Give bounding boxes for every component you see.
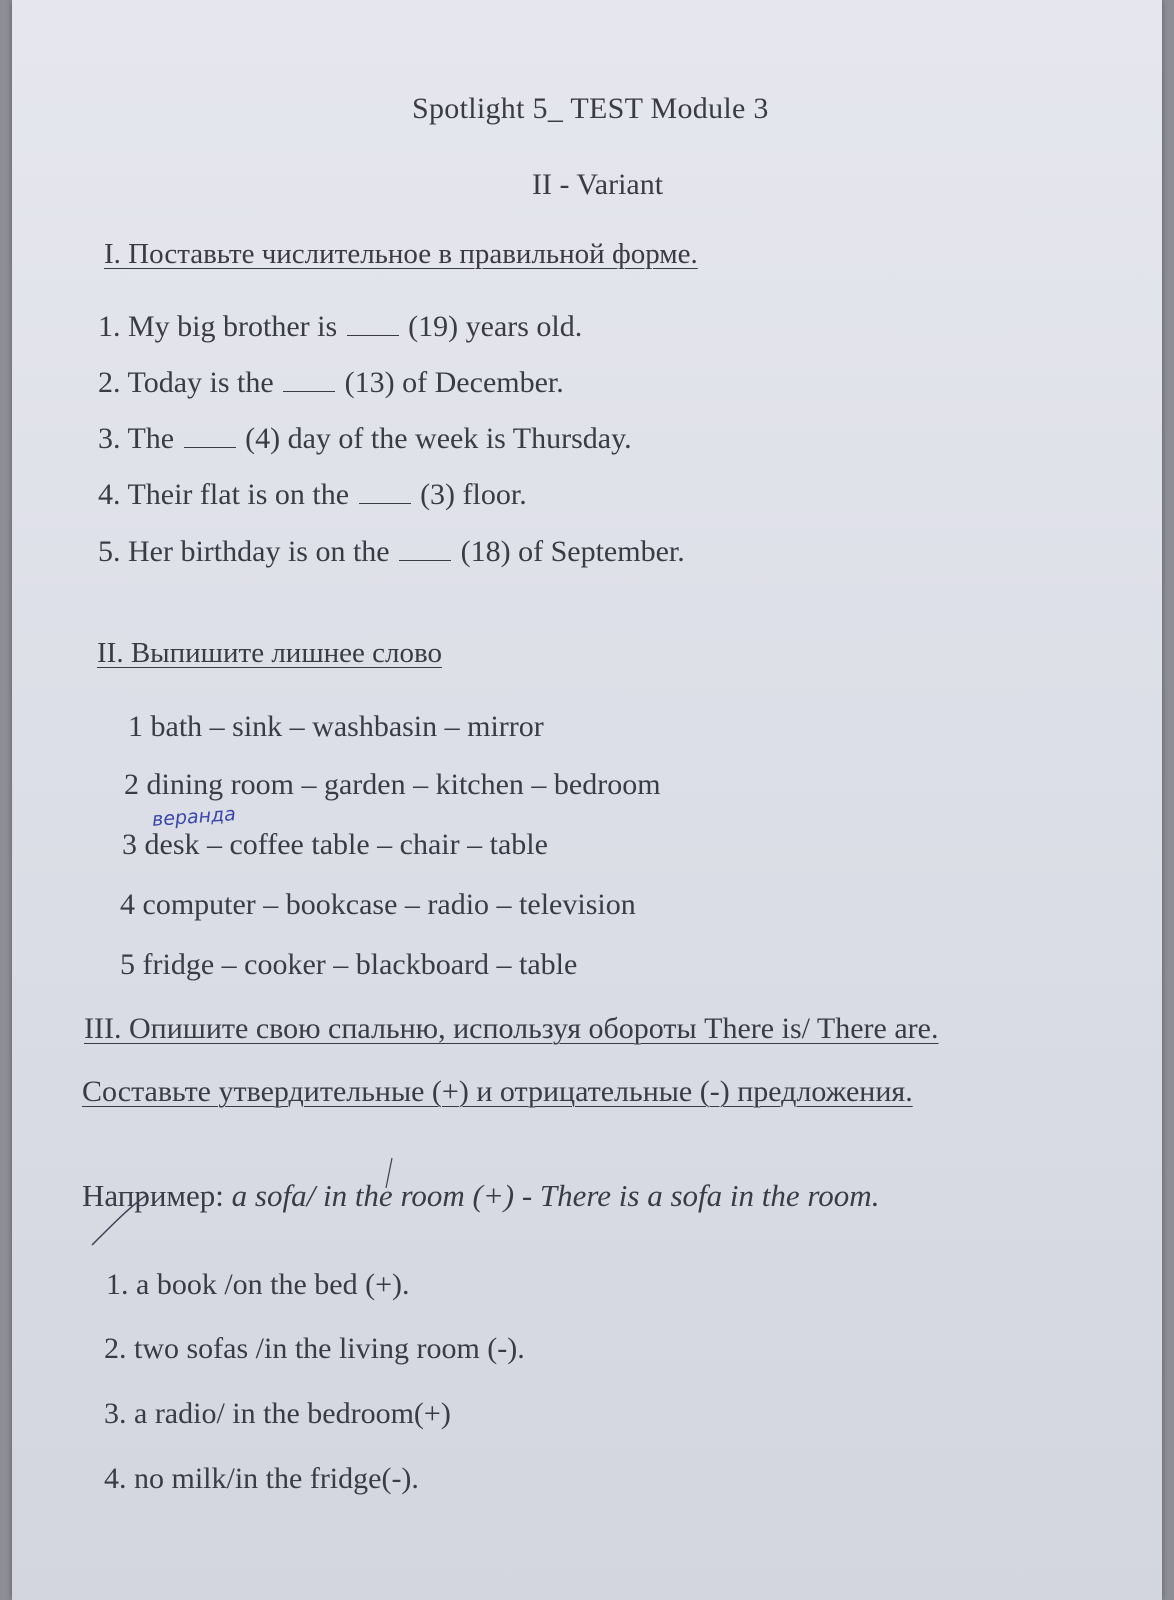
page-title: Spotlight 5_ TEST Module 3 <box>412 92 769 125</box>
item-text-before: 1. My big brother is <box>98 310 338 343</box>
answer-blank <box>399 559 451 561</box>
section1-item <box>98 535 685 569</box>
section1-item <box>98 478 527 512</box>
item-text-before: 2. Today is the <box>98 366 274 399</box>
section3-item: 3. a radio/ in the bedroom(+) <box>104 1397 451 1430</box>
section2-item: 2 dining room – garden – kitchen – bedroom <box>124 768 661 801</box>
example-text: a sofa/ in the room (+) - There is a sofa in the room. <box>231 1178 880 1213</box>
section2-item: 1 bath – sink – washbasin – mirror <box>128 710 544 743</box>
section2-item: 3 desk – coffee table – chair – table <box>122 828 548 861</box>
pen-mark-icon <box>72 1150 432 1260</box>
section1-item <box>98 310 582 344</box>
answer-blank <box>283 390 335 392</box>
section1-item <box>98 366 564 400</box>
worksheet-page <box>12 0 1162 1600</box>
section3-item: 4. no milk/in the fridge(-). <box>104 1462 419 1495</box>
item-text-before: 4. Their flat is on the <box>98 478 350 511</box>
item-text-after: (3) floor. <box>420 478 527 511</box>
item-text-before: 3. The <box>98 422 175 455</box>
answer-blank <box>347 334 399 336</box>
item-text-after: (18) of September. <box>460 535 685 568</box>
handwritten-note: веранда <box>151 803 237 831</box>
section1-heading: I. Поставьте числительное в правильной форме. <box>104 238 698 270</box>
section2-item: 5 fridge – cooker – blackboard – table <box>120 948 578 981</box>
answer-blank <box>184 446 236 448</box>
item-text-after: (19) years old. <box>408 310 583 343</box>
item-text-before: 5. Her birthday is on the <box>98 535 390 568</box>
item-text-after: (13) of December. <box>344 366 564 399</box>
section3-item: 2. two sofas /in the living room (-). <box>104 1332 525 1365</box>
answer-blank <box>359 502 411 504</box>
section3-heading-line1: III. Опишите свою спальню, используя обороты There is/ There are. <box>84 1012 939 1045</box>
section3-item: 1. a book /on the bed (+). <box>106 1268 410 1301</box>
section2-heading: II. Выпишите лишнее слово <box>97 637 442 669</box>
item-text-after: (4) day of the week is Thursday. <box>245 422 632 455</box>
example-label: Например: <box>82 1178 224 1213</box>
section2-item: 4 computer – bookcase – radio – television <box>120 888 636 921</box>
section3-heading-line2: Составьте утвердительные (+) и отрицательные (-) предложения. <box>82 1075 913 1108</box>
section1-item <box>98 422 632 456</box>
variant-label: II - Variant <box>532 168 664 201</box>
